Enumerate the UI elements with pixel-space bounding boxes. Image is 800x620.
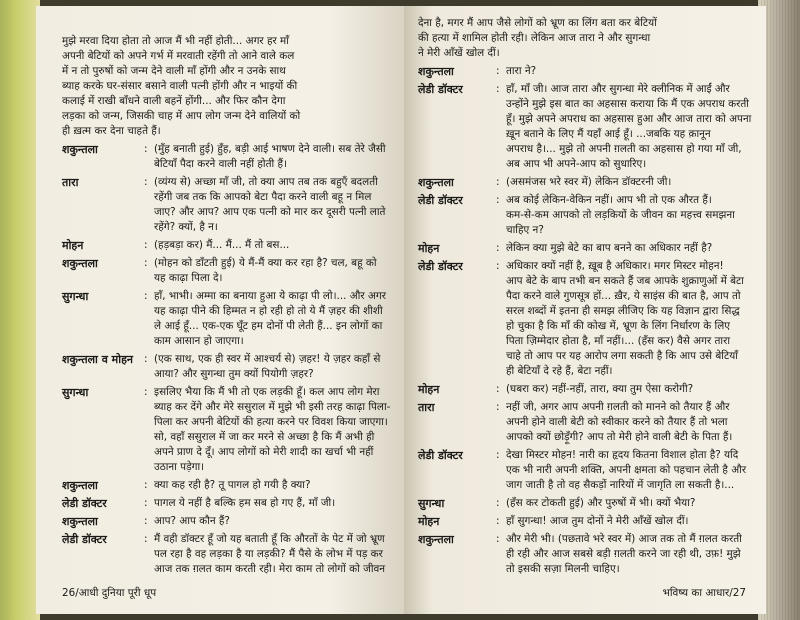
dialogue-text [154, 175, 392, 235]
speaker-name: सुगन्धा [62, 386, 89, 399]
text-line: पिला कर अपनी बेटियों की हत्या करने पर विवश किया जाएगा। [154, 416, 388, 428]
dialogue-text [154, 289, 392, 349]
speaker-name: शकुन्तला [62, 257, 98, 270]
text-line: हाँ, माँ जी। आज तारा और सुगन्धा मेरे क्लीनिक में आईं और [506, 83, 730, 95]
speaker-separator: : [496, 260, 500, 272]
text-line: आप बेटे के बाप तभी बन सकते हैं जब आपके शुक्राणुओं में बेटा [506, 275, 744, 287]
speaker-separator: : [496, 401, 500, 413]
speaker-separator: : [144, 290, 148, 302]
text-line: ब्याह करके घर-संसार बसाने वाली पत्नी होंगी और न भाइयों की [62, 80, 298, 92]
text-line: सो, वहाँ ससुराल में जा कर मरने से अच्छा है कि मैं अभी ही [154, 431, 375, 443]
speaker-name: मोहन [418, 242, 440, 255]
speaker-name: सुगन्धा [418, 497, 445, 510]
dialogue-entry [62, 142, 392, 172]
speaker-name: शकुन्तला [418, 533, 454, 546]
dialogue-entry [418, 175, 752, 190]
book-edge-left [0, 0, 40, 620]
text-line: ने मेरी आँखें खोल दीं। [418, 47, 500, 59]
dialogue-entry [418, 193, 752, 238]
speaker-name: लेडी डॉक्टर [418, 194, 463, 207]
speaker-separator: : [144, 386, 148, 398]
text-line: (मोहन को डाँटती हुई) ये मैं-मैं क्या कर रहा है? चल, बहू को [154, 257, 377, 269]
text-line: आपको क्यों छोड़ूँगी? आप तो मेरी होने वाली बेटी के पिता हैं। [506, 431, 733, 443]
text-line: उठाना पड़ेगा। [154, 461, 205, 473]
dialogue-entry [418, 241, 752, 256]
dialogue-text [154, 238, 392, 253]
text-line: एक भी नारी अपनी शक्ति, अपनी क्षमता को पहचान लेती है और [506, 464, 747, 476]
text-line: ले आई हूँ... एक-एक घूँट हम दोनों पी लेती हैं... इन लोगों का [154, 320, 383, 332]
text-line: पल रहा है वह लड़का है या लड़की? मैं पैसे के लोभ में पड़ कर [154, 548, 383, 560]
speaker-separator: : [496, 533, 500, 545]
dialogue-entry [418, 82, 752, 172]
dialogue-entry [62, 496, 392, 511]
dialogue-entry [62, 256, 392, 286]
text-line: जाए? और आप? आप एक पत्नी को मार कर दूसरी पत्नी लाते [154, 206, 386, 218]
text-line: ब्याह कर देंगे और मेरे ससुराल में मुझे भी इसी तरह काढ़ा पिला- [154, 401, 391, 413]
dialogue-entry [62, 514, 392, 529]
dialogue-entry [62, 238, 392, 253]
right-page [404, 6, 766, 614]
speaker-separator: : [496, 83, 500, 95]
left-intro-paragraph [62, 34, 392, 139]
text-line: आज तक ग़लत काम करती रही। मेरा काम तो लोगों को जीवन [154, 563, 386, 575]
left-dialogue [62, 142, 392, 577]
speaker-name: शकुन्तला [418, 65, 454, 78]
dialogue-text [154, 142, 392, 172]
text-line: नहीं जी, अगर आप अपनी ग़लती को मानने को तैयार हैं और [506, 401, 730, 413]
dialogue-text [506, 259, 752, 379]
left-page-footer: 26/आधी दुनिया पूरी धूप [62, 587, 157, 599]
text-line: हाँ सुगन्धा! आज तुम दोनों ने मेरी आँखें खोल दीं। [506, 515, 689, 527]
dialogue-text [506, 400, 752, 445]
dialogue-text [506, 382, 752, 397]
text-line: (हँस कर टोकती हुई) और पुरुषों में भी। क्यों भैया? [506, 497, 696, 509]
text-line: हूँ। मुझे अपने अपराध का अहसास हुआ और आज तारा को अपना [506, 113, 752, 125]
speaker-name: शकुन्तला व मोहन [62, 353, 134, 366]
dialogue-text [154, 496, 392, 511]
text-line: पैदा करने वाले गुणसूत्र हों... ख़ैर, ये साइंस की बात है, आप तो [506, 290, 741, 302]
speaker-separator: : [144, 176, 148, 188]
text-line: की हत्या में शामिल होती रही। लेकिन आज तारा ने और सुगन्धा [418, 32, 651, 44]
dialogue-entry [62, 175, 392, 235]
text-line: लेकिन क्या मुझे बेटे का बाप बनने का अधिकार नहीं है? [506, 242, 713, 254]
text-line: रहेंगे? क्यों, है न। [154, 221, 218, 233]
text-line: क्या कह रही है? तू पागल हो गयी है क्या? [154, 479, 311, 491]
text-line: काम आसान हो जाएगा। [154, 335, 244, 347]
text-line: इसलिए भैया कि मैं भी तो एक लड़की हूँ। कल आप लोग मेरा [154, 386, 380, 398]
text-line: चाहिए न? [506, 224, 544, 236]
dialogue-entry [418, 382, 752, 397]
dialogue-entry [62, 385, 392, 475]
dialogue-entry [418, 259, 752, 379]
text-line: और मेरी भी। (पछतावे भरे स्वर में) आज तक तो मैं ग़लत करती [506, 533, 742, 545]
speaker-separator: : [496, 194, 500, 206]
text-line: अधिकार क्यों नहीं है, ख़ूब है अधिकार। मगर मिस्टर मोहन! [506, 260, 724, 272]
dialogue-text [506, 64, 752, 79]
speaker-separator: : [144, 239, 148, 251]
dialogue-text [506, 241, 752, 256]
speaker-separator: : [144, 497, 148, 509]
text-line: मैं वही डॉक्टर हूँ जो यह बताती हूँ कि औरतों के पेट में जो भ्रूण [154, 533, 385, 545]
speaker-separator: : [144, 143, 148, 155]
text-line: (मुँह बनाती हुई) हुँह, बड़ी आई भाषण देने वाली। सब तेरे जैसी [154, 143, 386, 155]
speaker-separator: : [144, 353, 148, 365]
speaker-name: लेडी डॉक्टर [418, 449, 463, 462]
text-line: तो इसकी सज़ा मिलनी चाहिए। [506, 563, 620, 575]
text-line: आया? और सुगन्धा तुम क्यों पियोगी ज़हर? [154, 368, 314, 380]
dialogue-text [154, 478, 392, 493]
speaker-name: शकुन्तला [418, 176, 454, 189]
text-line: लड़का को जन्म, जिसकी चाह में आप लोग जन्म देने वालियों को [62, 110, 301, 122]
text-line: कम-से-कम आपको तो लड़कियों के जीवन का महत्त्व समझना [506, 209, 735, 221]
speaker-name: सुगन्धा [62, 290, 89, 303]
text-line: अब आप भी अपने-आप को सुधारिए। [506, 158, 647, 170]
speaker-name: तारा [418, 401, 435, 414]
text-line: सरल शब्दों में इतना ही समझ लीजिए कि यह विज्ञान द्वारा सिद्ध [506, 305, 740, 317]
speaker-name: मोहन [418, 515, 440, 528]
text-line: ही ख़त्म कर देना चाहते हैं। [62, 125, 161, 137]
speaker-name: शकुन्तला [62, 479, 98, 492]
speaker-name: तारा [62, 176, 79, 189]
dialogue-text [506, 175, 752, 190]
text-line: हाँ, भाभी। अम्मा का बनाया हुआ ये काढ़ा पी लो।... और अगर [154, 290, 386, 302]
speaker-separator: : [496, 176, 500, 188]
dialogue-entry [62, 532, 392, 577]
text-line: अपराध है।... मुझे तो अपनी ग़लती का अहसास हो गया माँ जी, [506, 143, 742, 155]
speaker-name: शकुन्तला [62, 515, 98, 528]
speaker-name: लेडी डॉक्टर [418, 83, 463, 96]
speaker-name: लेडी डॉक्टर [62, 533, 107, 546]
dialogue-text [506, 496, 752, 511]
dialogue-text [154, 256, 392, 286]
speaker-separator: : [144, 515, 148, 527]
speaker-separator: : [496, 242, 500, 254]
text-line: चाहे तो आप पर यह आरोप लगा सकती है कि आप उसे बेटियाँ [506, 350, 738, 362]
text-line: (एक साथ, एक ही स्वर में आश्चर्य से) ज़हर! ये ज़हर कहाँ से [154, 353, 381, 365]
text-line: बेटियाँ पैदा करने वाली नहीं होती हैं। [154, 158, 287, 170]
dialogue-entry [418, 400, 752, 445]
speaker-separator: : [496, 515, 500, 527]
text-line: तारा ने? [506, 65, 537, 77]
text-line: ही बेटियाँ दे रहे हैं, बेटा नहीं। [506, 365, 613, 377]
right-dialogue [418, 64, 752, 577]
speaker-name: मोहन [62, 239, 84, 252]
speaker-separator: : [496, 383, 500, 395]
text-line: मुझे मरवा दिया होता तो आज मैं भी नहीं होती... अगर हर माँ [62, 35, 289, 47]
speaker-name: शकुन्तला [62, 143, 98, 156]
right-page-footer: भविष्य का आधार/27 [662, 587, 746, 599]
speaker-separator: : [496, 449, 500, 461]
text-line: पिता ज़िम्मेदार होता है, माँ नहीं।... (हँस कर) वैसे अगर तारा [506, 335, 731, 347]
text-line: अपने प्राण दे दूँ। आप लोगों को मेरी शादी का खर्चा भी नहीं [154, 446, 374, 458]
dialogue-text [506, 448, 752, 493]
dialogue-entry [418, 496, 752, 511]
text-line: (घबरा कर) नहीं-नहीं, तारा, क्या तुम ऐसा करोगी? [506, 383, 694, 395]
text-line: (हड़बड़ा कर) मैं... मैं... मैं तो बस... [154, 239, 290, 251]
dialogue-entry [418, 448, 752, 493]
dialogue-text [506, 193, 752, 238]
dialogue-text [154, 352, 392, 382]
dialogue-entry [418, 532, 752, 577]
text-line: जाग जाती है तो वह सैकड़ों नारियों में जागृति ला सकती है।... [506, 479, 735, 491]
text-line: यह काढ़ा पिला दे। [154, 272, 223, 284]
text-line: यह काढ़ा पीने की हिम्मत न हो रही हो तो ये मैं ज़हर की शीशी [154, 305, 383, 317]
right-intro-paragraph [418, 16, 752, 61]
dialogue-entry [62, 289, 392, 349]
text-line: कलाई में राखी बाँधने वाली बहनें होंगी... और फिर कौन देगा [62, 95, 286, 107]
text-line: में न तो पुरुषों को जन्म देने वाली माँ होंगी और न उनके साथ [62, 65, 286, 77]
speaker-separator: : [144, 533, 148, 545]
dialogue-text [506, 532, 752, 577]
text-line: अब कोई लेकिन-वेकिन नहीं। आप भी तो एक औरत हैं। [506, 194, 712, 206]
text-line: (व्यंग्य से) अच्छा माँ जी, तो क्या आप तब तक बहुएँ बदलती [154, 176, 378, 188]
speaker-name: लेडी डॉक्टर [62, 497, 107, 510]
speaker-name: लेडी डॉक्टर [418, 260, 463, 273]
text-line: आप? आप कौन हैं? [154, 515, 230, 527]
dialogue-text [154, 514, 392, 529]
speaker-separator: : [496, 65, 500, 77]
text-line: ही रही और आज सबसे बड़ी ग़लती करने जा रही थी, उफ़! मुझे [506, 548, 741, 560]
dialogue-entry [62, 352, 392, 382]
text-line: रहेंगी जब तक कि आपको बेटा पैदा करने वाली बहू न मिल [154, 191, 372, 203]
text-line: पागल ये नहीं है बल्कि हम सब हो गए हैं, माँ जी। [154, 497, 336, 509]
dialogue-text [506, 82, 752, 172]
dialogue-text [154, 532, 392, 577]
dialogue-entry [418, 64, 752, 79]
text-line: अपनी होने वाली बेटी को स्वीकार करने को तैयार हैं तो भला [506, 416, 728, 428]
left-page [36, 6, 404, 614]
dialogue-text [506, 514, 752, 529]
text-line: देना है, मगर मैं आप जैसे लोगों को भ्रूण का लिंग बता कर बेटियों [418, 17, 657, 29]
speaker-separator: : [144, 257, 148, 269]
dialogue-entry [62, 478, 392, 493]
text-line: देखा मिस्टर मोहन! नारी का हृदय कितना विशाल होता है? यदि [506, 449, 739, 461]
dialogue-text [154, 385, 392, 475]
speaker-separator: : [496, 497, 500, 509]
speaker-separator: : [144, 479, 148, 491]
text-line: उन्होंने मुझे इस बात का अहसास कराया कि मैं एक अपराध करती [506, 98, 749, 110]
text-line: (असमंजस भरे स्वर में) लेकिन डॉक्टरनी जी। [506, 176, 672, 188]
text-line: ख़ून बताने के लिए मैं यहाँ आई हूँ। ...जबकि यह क़ानून [506, 128, 711, 140]
dialogue-entry [418, 514, 752, 529]
speaker-name: मोहन [418, 383, 440, 396]
text-line: अपनी बेटियों को अपने गर्भ में मरवाती रहेंगी तो आने वाले कल [62, 50, 295, 62]
text-line: हो चुका है कि माँ की कोख में, भ्रूण के लिंग निर्धारण के लिए [506, 320, 731, 332]
